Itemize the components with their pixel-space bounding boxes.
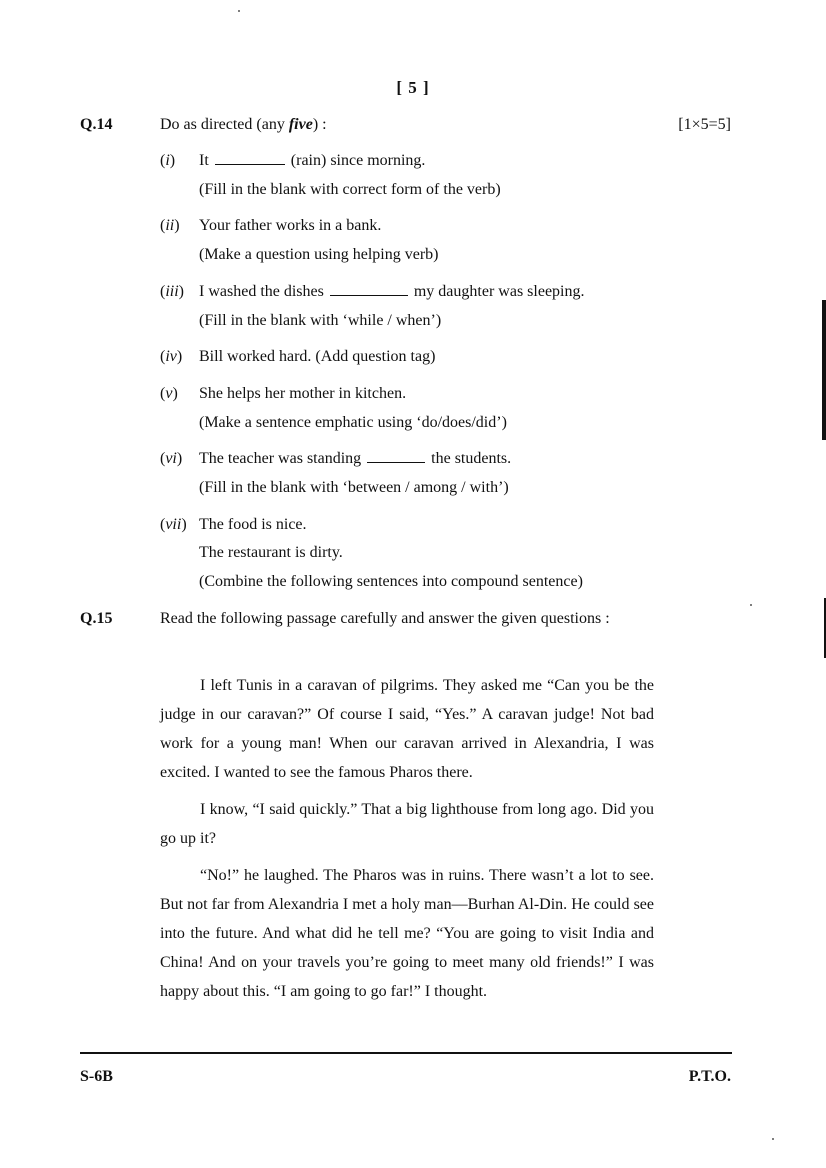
footer-rule [80, 1052, 732, 1054]
item-iii-label: (iii) [160, 283, 184, 300]
question-15-prompt: Read the following passage carefully and answer the given questions : [160, 610, 610, 627]
item-vii-instruction: (Combine the following sentences into compound sentence) [199, 573, 583, 590]
item-iii-sentence: I washed the dishes my daughter was sleeping. [199, 283, 585, 300]
item-vii-sentence-1: The food is nice. [199, 516, 307, 533]
passage-paragraph-1: I left Tunis in a caravan of pilgrims. They asked me “Can you be the judge in our caravan?” Of course I said, “Yes.” A caravan judge! Not bad work for a young man! When our caravan arrived in Alexandria, I was excited. I wanted to see the famous Pharos there. [160, 677, 654, 781]
fill-blank [215, 152, 285, 165]
item-ii-instruction: (Make a question using helping verb) [199, 246, 439, 263]
question-14-number: Q.14 [80, 116, 113, 133]
scan-speck [772, 1138, 774, 1140]
question-14-prompt [160, 116, 327, 134]
item-v-sentence: She helps her mother in kitchen. [199, 385, 407, 402]
item-iii-instruction: (Fill in the blank with ‘while / when’) [199, 312, 442, 329]
please-turn-over: P.T.O. [688, 1068, 731, 1085]
item-vi-sentence: The teacher was standing the students. [199, 450, 512, 467]
prompt-text-end: ) : [312, 116, 327, 133]
item-vi-label: (vi) [160, 450, 183, 467]
item-iv-label: (iv) [160, 348, 183, 365]
item-ii-label: (ii) [160, 217, 180, 234]
fill-blank [330, 283, 408, 296]
prompt-emphasis: five [288, 116, 313, 133]
paper-code: S-6B [80, 1068, 113, 1085]
scan-edge-mark [822, 300, 826, 440]
item-iv-sentence: Bill worked hard. (Add question tag) [199, 348, 436, 365]
item-v-instruction: (Make a sentence emphatic using ‘do/does/did’) [199, 414, 507, 431]
fill-blank [367, 450, 425, 463]
passage-paragraph-3: “No!” he laughed. The Pharos was in ruins. There wasn’t a lot to see. But not far from Alexandria I met a holy man––Burhan Al-Din. He could see into the future. And what did he tell me? “You are going to visit India and China! And on your travels you’re going to meet many old friends!” I was happy about this. “I am going to go far!” I thought. [160, 867, 654, 1000]
page-number: [ 5 ] [396, 78, 430, 97]
item-vii-sentence-2: The restaurant is dirty. [199, 544, 343, 561]
item-v-label: (v) [160, 385, 178, 402]
question-14-marks: [1×5=5] [678, 116, 731, 133]
item-i-sentence: It (rain) since morning. [199, 152, 426, 169]
item-ii-sentence: Your father works in a bank. [199, 217, 382, 234]
item-i-instruction: (Fill in the blank with correct form of the verb) [199, 181, 501, 198]
item-vii-label: (vii) [160, 516, 187, 533]
item-i-label: (i) [160, 152, 176, 169]
prompt-text: Do as directed (any [160, 116, 289, 133]
passage-paragraph-2: I know, “I said quickly.” That a big lighthouse from long ago. Did you go up it? [160, 801, 654, 847]
question-15-number: Q.15 [80, 610, 113, 627]
scan-speck [750, 604, 752, 606]
scan-speck [238, 10, 240, 12]
item-vi-instruction: (Fill in the blank with ‘between / among / with’) [199, 479, 509, 496]
